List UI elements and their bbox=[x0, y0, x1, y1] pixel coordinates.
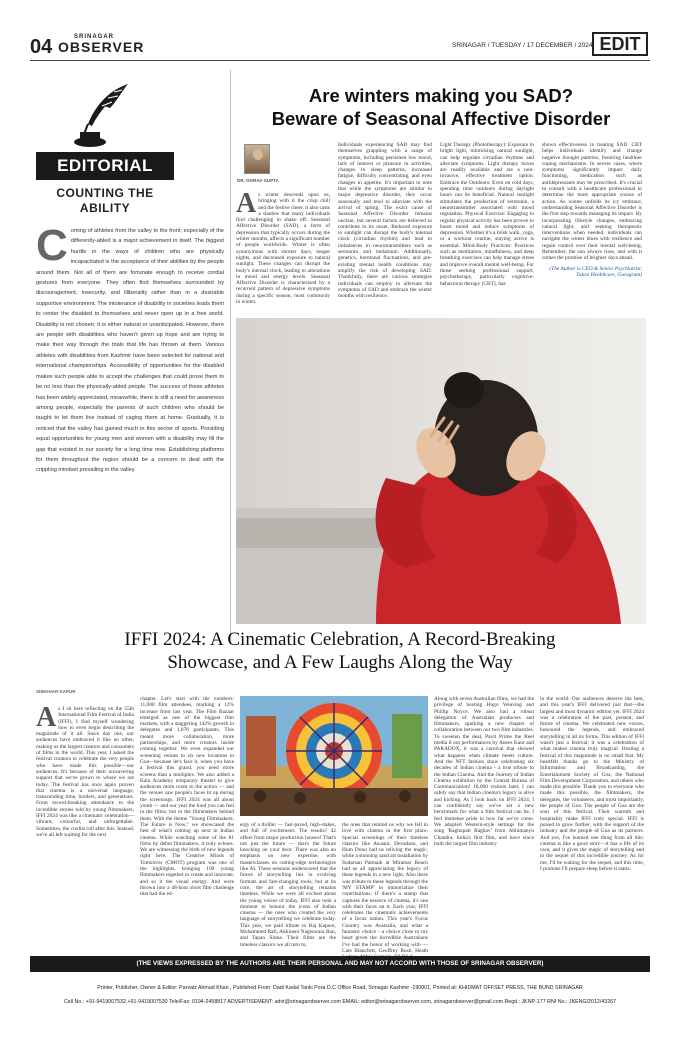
sad-headline bbox=[236, 84, 646, 130]
sad-dropcap: A bbox=[236, 188, 257, 219]
sad-column-2: Individuals experiencing SAD may find themselves grappling with a range of symptoms, including persistent low mood, lack of interest or pleasure in activities, changes in sleep patterns, increased fatigue, difficulty concentrating, and even changes in appetite. It's important to note that while the symptoms are similar to major depressive disorder, they occur seasonally and tend to alleviate with the arrival of spring. The exact cause of Seasonal Affective Disorder remains unclear, but several factors are believed to contribute to its onset. Reduced exposure to sunlight can disrupt the body's internal clock (circadian rhythm) and lead to imbalances in neurotransmitters such as serotonin and melatonin. Additionally, genetics, hormonal fluctuations, and pre-existing mental health conditions may amplify the risk of developing SAD. Thankfully, there are various strategies individuals can employ to alleviate the symptoms of SAD and embrace the winter months with resilience. bbox=[338, 142, 432, 300]
sad-woman-photo bbox=[236, 318, 646, 624]
masthead-title: OBSERVER bbox=[58, 39, 145, 55]
iffi-column-5: Along with seven Australian films, we had the privilege of hosting Hugo Weaving and Phillip Noyce. We also had a robust delegation of Australian producers and filmmakers, sparking a new chapter of collaboration between our two film industries. To sweeten the deal, Pavit Prime the Reel media it out performances by Anees Kaur and PARADOX, it was a carnival that showed what happens when climate meets culture. And the NFT fashion show celebrating six decades of Indian cinema - a true tribute to the Indian Cinema. And the Journey of Indian Cinema exhibition by the Central Bureau of Communication! 18,000 visitors later, I can safely say that Indian cinema's legacy is alive and kicking. As I look back on IFFI 2024, I can confidently say we've set a new benchmark for what a film festival can be. I feel immense pride in how far we've come. We adopted Western-style settings for the song 'Raghupati Raghav' from Abhimanyu Chandra, India's first film, and have since built the largest film industry bbox=[434, 696, 535, 847]
sad-column-4 bbox=[542, 142, 642, 312]
iffi-column-6: in the world. Our audiences deserve the best, and this year's IFFI delivered just that—the largest and most dynamic edition yet. IFFI 2024 was a celebration of the past, present, and future of cinema. We celebrated new voices, honoured the legends, and embraced storytelling in all its forms. This edition of IFFI wasn't just a festival; it was a celebration of what makes cinema truly magical. Hosting a festival of this magnitude is no small feat. My heartfelt thanks go to the Ministry of Information and Broadcasting, the Entertainment Society of Goa, the National Film Development Corporation, and others who made this possible. Thank you to everyone who made this possible, the filmmakers, the delegates, the volunteers, and most importantly, the people of Goa. The people of Goa are the soul of this festival. Their warmth and hospitality make IFFI truly special. IFFI is poised to grow further, with the support of the industry and the people of Goa as its partners. And yes, I've learned one thing from all this: cinema is like a good story—it has a life of its own, and it gives the magic of storytelling and to the sequel of this incredible journey. As for me, I'll be waiting for the sequel, and this time, I promise I'll prepare sleep before it starts. bbox=[540, 696, 644, 873]
sad-column-4-text: shown effectiveness in treating SAD. CBT helps individuals identify and change negative thought patterns, fostering healthier coping mechanisms. In severe cases, where symptoms significantly impact daily functioning, medication such as antidepressants may be prescribed. It's crucial to consult with a healthcare professional to determine the most appropriate course of action. As winter unfolds its icy embrace, understanding Seasonal Affective Disorder is the first step towards managing its impact. By incorporating lifestyle changes, embracing natural light, and seeking therapeutic interventions when needed, individuals can navigate the winter blues with resilience and regain control over their mental well-being. Remember, the sun always rises, and with it comes the promise of brighter days ahead. bbox=[542, 142, 642, 262]
iffi-column-1 bbox=[36, 702, 134, 950]
editorial-label: EDITORIAL bbox=[36, 152, 174, 180]
iffi-column-2: chapter. Let's start with the numbers: 11,000 film attendees, marking a 12% increase from last year. The Film Bazaar emerged as one of the biggest film markets, with a staggering 142% growth in delegates and 1,876 participants. This meant more collaboration, more partnerships, and more creators inside coming together. We even expanded our screening venues to six new locations in Goa—because let's face it, when you have a festival this grand, you need more screens than a multiplex. We also added a Kala Academy temporary theater to give audiences more room to the action — and the venues saw people's faces lit up during the screenings. IFFI 2024 was all about youth — and our year the kind you can feel in the films, but in the filmmakers behind them. With the theme "Young Filmmakers: The Future is Now," we showcased the best of what's coming up next in Indian cinema. While watching some of the 81 films by debut filmmakers, it truly echoes. We are witnessing the birth of new legends right here. The Creative Minds of Tomorrow (CMOT) program was one of the highlights, bringing 100 young filmmakers together to create and innovate, and so it the visual energy. And were thrown into a 48-hour short film challenge that had the ed- bbox=[140, 696, 234, 898]
sad-column-3: Light Therapy (Phototherapy): Exposure to bright light, mimicking natural sunlight, can help regulate circadian rhythms and alleviate symptoms. Light therapy boxes are readily available and are a non-invasive, effective treatment option. Embrace the Outdoors: Even on cold days, spending time outdoors during daylight hours can be beneficial. Natural sunlight stimulates the production of serotonin, a neurotransmitter associated with mood regulation. Physical Exercise: Engaging in regular physical activity has been proven to boost mood and reduce symptoms of depression. Whether it's a brisk walk, yoga, or a workout routine, staying active is essential. Mind-Body Practices: Practices such as meditation, mindfulness, and deep breathing exercises can help manage stress and improve overall mental well-being. For those seeking professional support, psychotherapy, particularly cognitive-behavioral therapy (CBT), has bbox=[440, 142, 535, 287]
contact-line: Cell No.: +91-9419007532,+91-9419007530 Tele/Fax: 0194-2458817 ADVERTISEMENT: advt@srinagarobserver.com EMAIL: editor@srinagarobserver.com, srinagarobserver@gmail.com Regd.: JKNP-177 RNI No.: JKENG/2012/43267 bbox=[63, 999, 617, 1005]
quill-inkpot-icon bbox=[70, 80, 140, 150]
iffi-column-3: ergy of a thriller — fast-paced, high-stakes, and full of excitement. The results? 42 offers from major production houses! That's not just the future — that's the future knocking on your door. There was also an emphasis on new expertise, with masterclasses on cutting-edge technologies like AI. These sessions underscored that the future of storytelling lies in evolving formats and fast-changing tools, but at its core, the art of storytelling remains timeless. While we were all excited about the young voices of today, IFFI also took a moment to honour the icons of Indian cinema — the ones who created the very language of storytelling we celebrate today. This year, we paid tribute to Raj Kapoor, Mohammed Rafi, Akkineni Nageswara Rao, and Tapan Sinha. Their films are the timeless classics we all turn to, bbox=[240, 822, 336, 948]
editorial-text: oming of athletes from the valley to the front; especially of the differently-abled is a major achievement in itself. The biggest hurdle in the ways of children who are physically incapacitated is the acceptance of their abilities by the people around them. Not all of them are fortunate enough to receive cordial gestures from everyone. They often find themselves surrounded by discouragement, insecurity, and illiberality rather than in a desirable supportive environment. The intolerance of disability in societies leads them to center the disabled to themselves and never open up in a free world. Disability is not chosen; it is either natural or unanticipated. However, there are people with disabilities who haven't given up hope and are trying to make their way through the trials that life has thrown at them. Various athletes with disabilities from Kashmir have been selected for national and international championships. Accessibility of opportunities for the disabled makes such people able to accept the challenges that could prove them to be no less than the physically-abled people. The success of these athletes has been widely appreciated, meanwhile, there is still a need for awareness among people, especially the parents of such children who should be taught to let them live instead of caging them at home. Gradually, it is noticed that the valley has gained much in this sector of sports. Providing equal opportunities for young men and women with a disability may fill the gap that existed in our society for a long time now. Establishing platforms for them throughout the region should be a concern to deal with the crippling mindset prevailing in the valley. bbox=[36, 228, 224, 474]
editorial-body bbox=[36, 221, 224, 645]
sad-author-signoff: (The Author is CEO & Senior Psychiatrist, Tulasi Healthcare, Gurugram) bbox=[549, 265, 642, 278]
iffi-author-name: SHEKHAR KAPUR bbox=[36, 689, 76, 694]
iffi-dropcap: A bbox=[36, 702, 57, 733]
iffi-headline bbox=[30, 628, 650, 674]
sad-column-1-text: s winter descends upon us, bringing with it the crisp chill and the festive cheer, it also casts a shadow that many individuals find challenging to shake off. Seasonal Affective Disorder (SAD), a form of depression that typically occurs during the winter months, affects a significant number of people worldwide. Winter is often synonymous with shorter days, longer nights, and decreased exposure to natural sunlight. These changes can disrupt the body's internal clock, leading to alterations in mood and energy levels. Seasonal Affective Disorder is characterized by a recurrent pattern of depressive symptoms during a specific season, most commonly in winter. bbox=[236, 192, 331, 306]
header-divider bbox=[30, 60, 650, 61]
iffi-headline-line2: Showcase, and A Few Laughs Along the Way bbox=[167, 652, 513, 673]
sad-headline-line1: Are winters making you SAD? bbox=[308, 85, 574, 106]
iffi-column-4: the ones that remind us why we fell in love with cinema in the first place. Special screenings of their timeless classics like Awaara, Devadasu, and Hum Dono had us reliving the magic, while a stunning sand art installation by Sudarsan Pattnaik at Miramar Beach had us all appreciating the legacy of these legends in a new light. Also there was tribute to these legends through the 'MY STAMP' to immortalize their contributions. If there's a stamp that captures the essence of cinema, it's one with their faces on it. Each year, IFFI celebrates the cinematic achievements of a focus nation. This year's Focus Country was Australia, and what a fantastic choice - a choice close to my heart given the incredible Australians I've had the honor of working with — Cate Blanchett, Geoffrey Rush, Heath bbox=[342, 822, 428, 954]
sad-author-name: DR. GORAV GUPTA bbox=[237, 178, 279, 183]
iffi-column-1-text: s I sit here reflecting on the 55th International Film Festival of India (IFFI), I find myself wondering how to even begin describing the magnitude of it all. Since day one, our audiences have embraced it like no other, making us the largest creators and consumers of films in the world. This year, I asked the festival curators to celebrate the very people who have made this possible—our audiences. It's because of their unwavering support that we've grown to where we are today. The festival has once again proven that cinema is a universal language, transcending time, borders, and generations. From record-breaking attendance to the incredible stories told by young filmmakers, IFFI 2024 was like a cinematic celebration—vibrant, colourful, and unforgettable. Sometimes, the credits roll after this. Instead, we're all left waiting for the next bbox=[36, 706, 134, 838]
author-photo bbox=[244, 144, 270, 174]
disclaimer-bar: (THE VIEWS EXPRESSED BY THE AUTHORS ARE THEIR PERSONAL AND MAY NOT ACCORD WITH THOSE OF SRINAGAR OBSERVER) bbox=[30, 956, 650, 972]
masthead-city: SRINAGAR bbox=[73, 34, 114, 40]
masthead bbox=[58, 34, 145, 55]
iffi-festival-photo bbox=[240, 696, 428, 816]
editorial-title: COUNTING THE ABILITY bbox=[56, 186, 154, 215]
imprint-line: Printer, Publisher, Owner & Editor: Parvaiz Ahmad Khan , Published From: Dadi Kadal Tanki Pora D.C Office Road, Srinagar Kashmir -190001, Printed at: KHIDMAT OFFSET PRESS, THE BUND SRINAGAR bbox=[97, 985, 583, 991]
sad-headline-line2: Beware of Seasonal Affective Disorder bbox=[271, 108, 611, 129]
editorial-dropcap: C bbox=[36, 221, 68, 270]
date-line: SRINAGAR / TUESDAY / 17 DECEMBER / 2024 bbox=[452, 42, 593, 49]
section-label: EDIT bbox=[592, 32, 648, 56]
sad-column-1 bbox=[236, 188, 331, 312]
iffi-headline-line1: IFFI 2024: A Cinematic Celebration, A Record-Breaking bbox=[124, 629, 556, 650]
column-divider bbox=[230, 70, 231, 645]
page-number: 04 bbox=[30, 36, 53, 58]
